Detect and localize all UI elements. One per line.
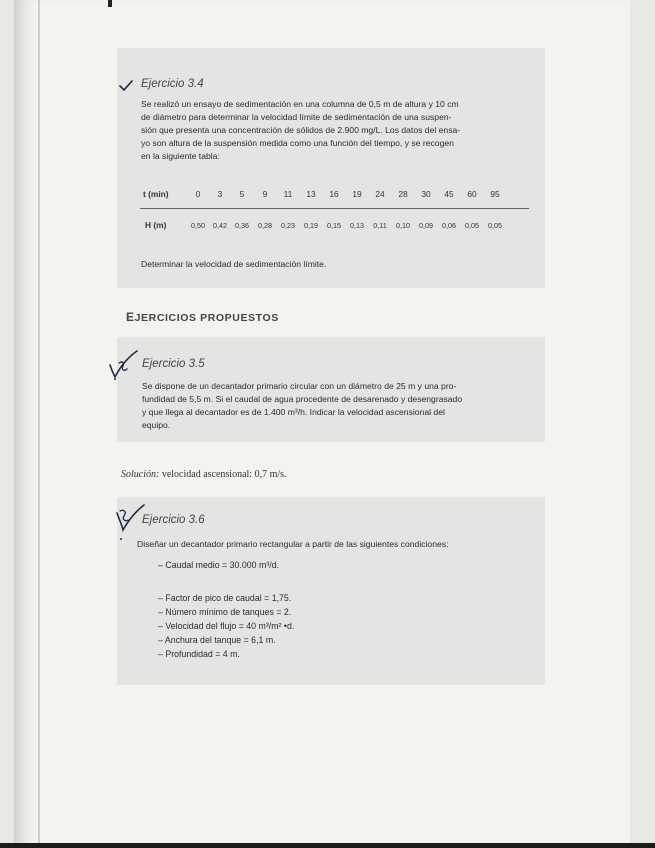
handwritten-check-icon — [106, 349, 140, 381]
time-value: 0 — [195, 189, 201, 199]
exercise-3-5-line: fundidad de 5,5 m. Si el caudal de agua procedente de desarenado y desengrasado — [142, 394, 463, 404]
time-value: 16 — [329, 189, 339, 199]
time-value: 11 — [283, 189, 293, 199]
condition-item: – Profundidad = 4 m. — [158, 649, 240, 659]
condition-item: – Anchura del tanque = 6,1 m. — [158, 635, 276, 645]
height-value: 0,23 — [281, 221, 295, 230]
section-heading: EJERCICIOS PROPUESTOS — [126, 310, 279, 324]
time-value: 60 — [467, 189, 477, 199]
time-value: 45 — [444, 189, 454, 199]
height-value: 0,15 — [327, 221, 341, 230]
height-value: 0,42 — [213, 221, 227, 230]
exercise-3-4-title: Ejercicio 3.4 — [141, 78, 204, 90]
exercise-3-4-line: Se realizó un ensayo de sedimentación en una columna de 0,5 m de altura y 10 cm — [141, 99, 459, 109]
exercise-3-4-line: de diámetro para determinar la velocidad límite de sedimentación de una suspen- — [141, 112, 452, 122]
table-header-height: H (m) — [145, 220, 167, 230]
condition-item: – Velocidad del flujo = 40 m³/m² •d. — [158, 621, 295, 631]
height-value: 0,11 — [373, 221, 387, 230]
exercise-3-5-title: Ejercicio 3.5 — [142, 358, 205, 370]
time-value: 24 — [375, 189, 385, 199]
height-value: 0,50 — [191, 221, 205, 230]
bottom-edge — [0, 843, 655, 848]
top-mark — [108, 0, 112, 7]
time-value: 19 — [352, 189, 362, 199]
height-value: 0,10 — [396, 221, 410, 230]
exercise-3-4-line: en la siguiente tabla: — [141, 151, 220, 161]
exercise-3-4-line: yo son altura de la suspensión medida como una función del tiempo, y se recogen — [141, 138, 454, 148]
exercise-3-4-question: Determinar la velocidad de sedimentación límite. — [141, 259, 327, 269]
exercise-3-4-line: sión que presenta una concentración de sólidos de 2.900 mg/L. Los datos del ensa- — [141, 125, 461, 135]
height-value: 0,13 — [350, 221, 364, 230]
condition-item: – Número mínimo de tanques = 2. — [158, 607, 292, 617]
height-value: 0,09 — [419, 221, 433, 230]
time-value: 3 — [217, 189, 223, 199]
checkmark-icon — [118, 80, 134, 92]
solution-text: Solución: velocidad ascensional: 0,7 m/s. — [121, 469, 287, 480]
time-value: 30 — [421, 189, 431, 199]
time-value: 13 — [306, 189, 316, 199]
exercise-3-5-line: Se dispone de un decantador primario circular con un diámetro de 25 m y una pro- — [142, 381, 457, 391]
height-value: 0,06 — [442, 221, 456, 230]
height-value: 0,05 — [465, 221, 479, 230]
height-value: 0,36 — [235, 221, 249, 230]
height-value: 0,05 — [488, 221, 502, 230]
table-header-time: t (min) — [143, 189, 169, 199]
height-value: 0,28 — [258, 221, 272, 230]
time-value: 9 — [262, 189, 268, 199]
handwritten-check-icon — [112, 503, 146, 543]
height-value: 0,19 — [304, 221, 318, 230]
time-value: 95 — [490, 189, 500, 199]
binding-shadow — [38, 0, 40, 848]
time-value: 5 — [239, 189, 245, 199]
exercise-3-5-line: y que llega al decantador es de 1.400 m³/h. Indicar la velocidad ascensional del — [142, 407, 445, 417]
time-value: 28 — [398, 189, 408, 199]
condition-item: – Factor de pico de caudal = 1,75. — [158, 593, 292, 603]
exercise-3-6-intro: Diseñar un decantador primario rectangular a partir de las siguientes condiciones: — [137, 539, 449, 549]
condition-item: – Caudal medio = 30.000 m³/d. — [158, 560, 280, 570]
exercise-3-5-line: equipo. — [142, 420, 171, 430]
exercise-3-6-title: Ejercicio 3.6 — [142, 514, 205, 526]
table-rule — [140, 208, 529, 209]
